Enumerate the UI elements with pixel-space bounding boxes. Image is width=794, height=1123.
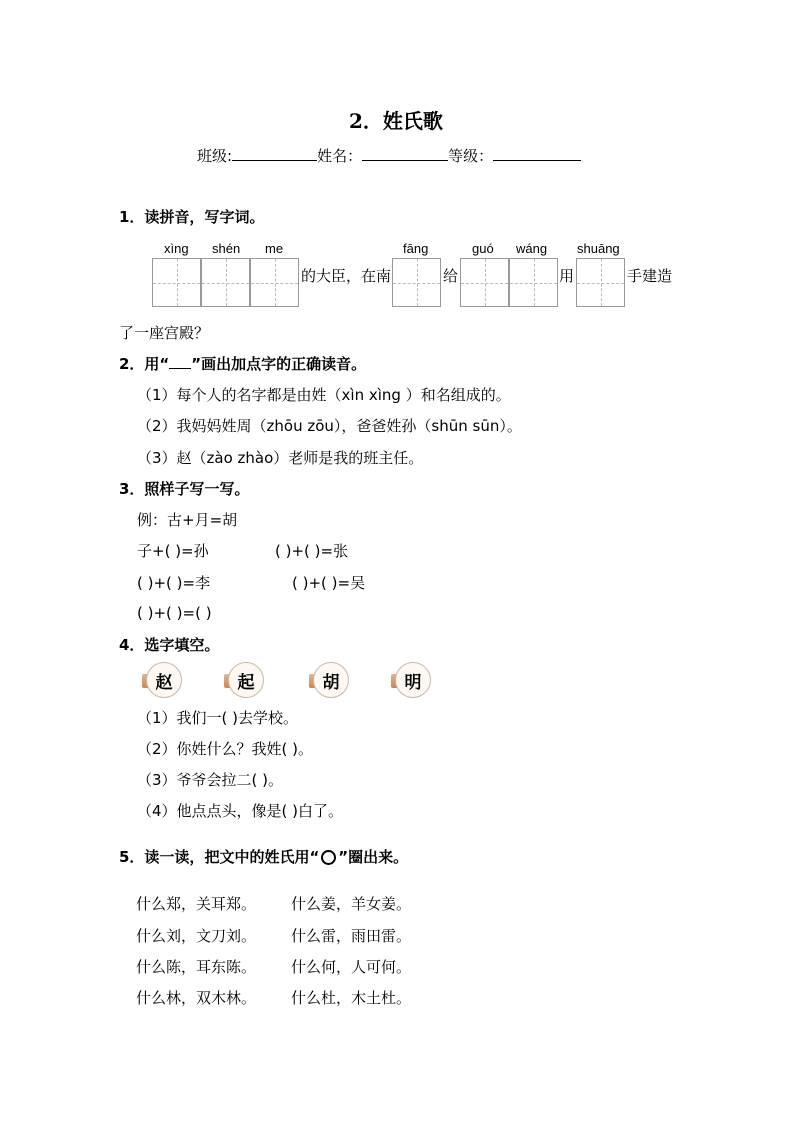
writing-grid-cell[interactable]: [460, 258, 509, 307]
student-info-line: [197, 145, 581, 166]
pinyin-label: wáng: [516, 241, 548, 256]
writing-grid-cell[interactable]: [152, 258, 201, 307]
pinyin-label: guó: [472, 241, 494, 256]
poem-line: 什么姜，羊女姜。: [291, 895, 412, 913]
pinyin-label: shuāng: [577, 241, 620, 256]
class-blank[interactable]: [232, 146, 317, 161]
q4-item[interactable]: （2）你姓什么？我姓( )。: [137, 740, 314, 758]
pinyin-label: xìng: [164, 241, 189, 256]
q3-heading: 3．照样子写一写。: [119, 480, 250, 498]
writing-grid-cell[interactable]: [250, 258, 299, 307]
q3-equation[interactable]: ( )+( )=( ): [137, 604, 212, 622]
q1-text: 的大臣，在南: [301, 267, 392, 285]
q5-heading-part: 5．读一读，把文中的姓氏用“: [119, 848, 320, 866]
page-title: 2．姓氏歌: [349, 109, 443, 133]
q3-equation[interactable]: ( )+( )=吴: [292, 574, 366, 592]
poem-line: 什么杜，木土杜。: [291, 989, 412, 1007]
q3-example: 例：古+月=胡: [137, 511, 238, 529]
q4-heading: 4．选字填空。: [119, 636, 220, 654]
q1-text: 给: [443, 267, 459, 285]
q5-heading-part: ”圈出来。: [338, 848, 409, 866]
writing-grid-cell[interactable]: [509, 258, 558, 307]
q4-item[interactable]: （4）他点点头，像是( )白了。: [137, 802, 344, 820]
char-option[interactable]: 明: [395, 662, 431, 698]
char-option[interactable]: 起: [228, 662, 264, 698]
q2-item: （1）每个人的名字都是由姓（xìn xìng ）和名组成的。: [137, 386, 511, 404]
q2-item: （3）赵（zào zhào）老师是我的班主任。: [137, 449, 424, 467]
name-blank[interactable]: [362, 146, 448, 161]
char-option[interactable]: 胡: [313, 662, 349, 698]
name-label: 姓名：: [317, 147, 363, 165]
pinyin-label: fāng: [403, 241, 429, 256]
q1-heading: 1．读拼音，写字词。: [119, 208, 265, 226]
poem-line: 什么刘，文刀刘。: [136, 927, 257, 945]
q3-equation[interactable]: ( )+( )=张: [275, 542, 349, 560]
q1-text: 了一座宫殿？: [119, 324, 210, 342]
q2-heading: [119, 353, 366, 374]
underline-sample: [169, 355, 191, 369]
writing-grid-cell[interactable]: [201, 258, 250, 307]
writing-grid-cell[interactable]: [392, 258, 441, 307]
poem-line: 什么何，人可何。: [291, 958, 412, 976]
q1-text: 用: [559, 267, 575, 285]
class-label: 班级:: [197, 147, 233, 165]
writing-grid-cell[interactable]: [576, 258, 625, 307]
q2-item: （2）我妈妈姓周（zhōu zōu），爸爸姓孙（shūn sūn）。: [137, 417, 522, 435]
q3-equation[interactable]: ( )+( )=李: [137, 574, 211, 592]
poem-line: 什么林，双木林。: [136, 989, 257, 1007]
pinyin-label: shén: [212, 241, 241, 256]
q3-equation[interactable]: 子+( )=孙: [137, 542, 209, 560]
q5-heading: [119, 846, 408, 867]
q2-heading-part: ”画出加点字的正确读音。: [191, 355, 367, 373]
poem-line: 什么雷，雨田雷。: [291, 927, 412, 945]
q4-item[interactable]: （3）爷爷会拉二( )。: [137, 771, 284, 789]
char-option[interactable]: 赵: [146, 662, 182, 698]
circle-icon: [321, 850, 336, 865]
q4-item[interactable]: （1）我们一( )去学校。: [137, 709, 299, 727]
grade-blank[interactable]: [493, 146, 581, 161]
q2-heading-part: 2．用“: [119, 355, 170, 373]
q1-text: 手建造: [627, 267, 673, 285]
poem-line: 什么郑，关耳郑。: [136, 895, 257, 913]
poem-line: 什么陈，耳东陈。: [136, 958, 257, 976]
pinyin-label: me: [265, 241, 284, 256]
grade-label: 等级：: [448, 147, 494, 165]
